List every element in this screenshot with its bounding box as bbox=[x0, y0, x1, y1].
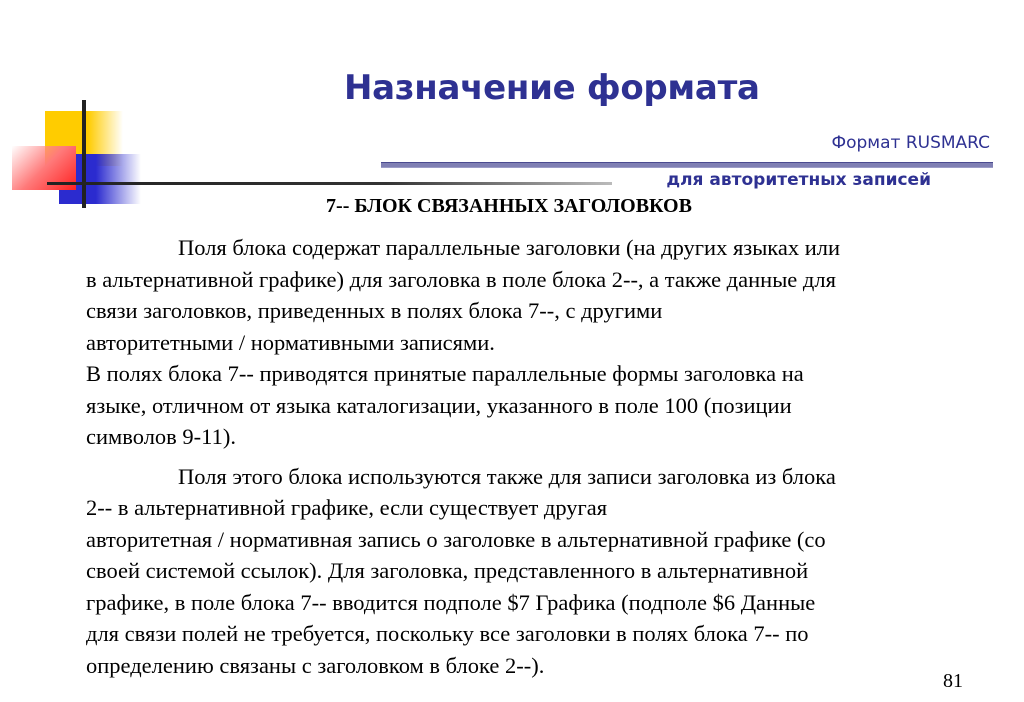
block-heading bbox=[0, 195, 1024, 218]
paragraph-line: графике, в поле блока 7-- вводится подполе $7 Графика (подполе $6 Данные bbox=[86, 589, 816, 615]
format-subtitle: Формат RUSMARC bbox=[831, 133, 990, 153]
paragraph-line: для связи полей не требуется, поскольку все заголовки в полях блока 7-- по bbox=[86, 621, 809, 646]
paragraph-line: символов 9-11). bbox=[86, 424, 236, 449]
paragraph-line: в альтернативной графике) для заголовка в поле блока 2--, а также данные для bbox=[86, 266, 836, 292]
slide-title: Назначение формата bbox=[344, 68, 760, 108]
slide-body bbox=[86, 232, 1016, 681]
header-rule bbox=[381, 162, 993, 168]
block-heading-text: 7-- БЛОК СВЯЗАННЫХ ЗАГОЛОВКОВ bbox=[326, 195, 692, 217]
decoration-vertical-line bbox=[82, 100, 86, 208]
paragraph-line: своей системой ссылок). Для заголовка, представленного в альтернативной bbox=[86, 558, 809, 583]
paragraph-line: языке, отличном от языка каталогизации, указанного в поле 100 (позиции bbox=[86, 392, 792, 418]
paragraph-3 bbox=[86, 461, 1016, 682]
paragraph-1 bbox=[86, 232, 1016, 358]
decoration-horizontal-line bbox=[47, 182, 612, 185]
records-subtitle: для авторитетных записей bbox=[666, 170, 931, 190]
paragraph-line: Поля этого блока используются также для записи заголовка из блока bbox=[178, 463, 836, 489]
paragraph-line: авторитетная / нормативная запись о заголовке в альтернативной графике (со bbox=[86, 526, 826, 552]
paragraph-line: связи заголовков, приведенных в полях блока 7--, с другими bbox=[86, 298, 663, 323]
paragraph-line: авторитетными / нормативными записями. bbox=[86, 329, 495, 355]
page-number: 81 bbox=[943, 670, 963, 692]
paragraph-2 bbox=[86, 358, 1016, 453]
paragraph-line: В полях блока 7-- приводятся принятые параллельные формы заголовка на bbox=[86, 361, 804, 386]
paragraph-line: 2-- в альтернативной графике, если существует другая bbox=[86, 495, 608, 520]
paragraph-line: определению связаны с заголовком в блоке 2--). bbox=[86, 652, 545, 678]
paragraph-line: Поля блока содержат параллельные заголовки (на других языках или bbox=[178, 235, 841, 260]
